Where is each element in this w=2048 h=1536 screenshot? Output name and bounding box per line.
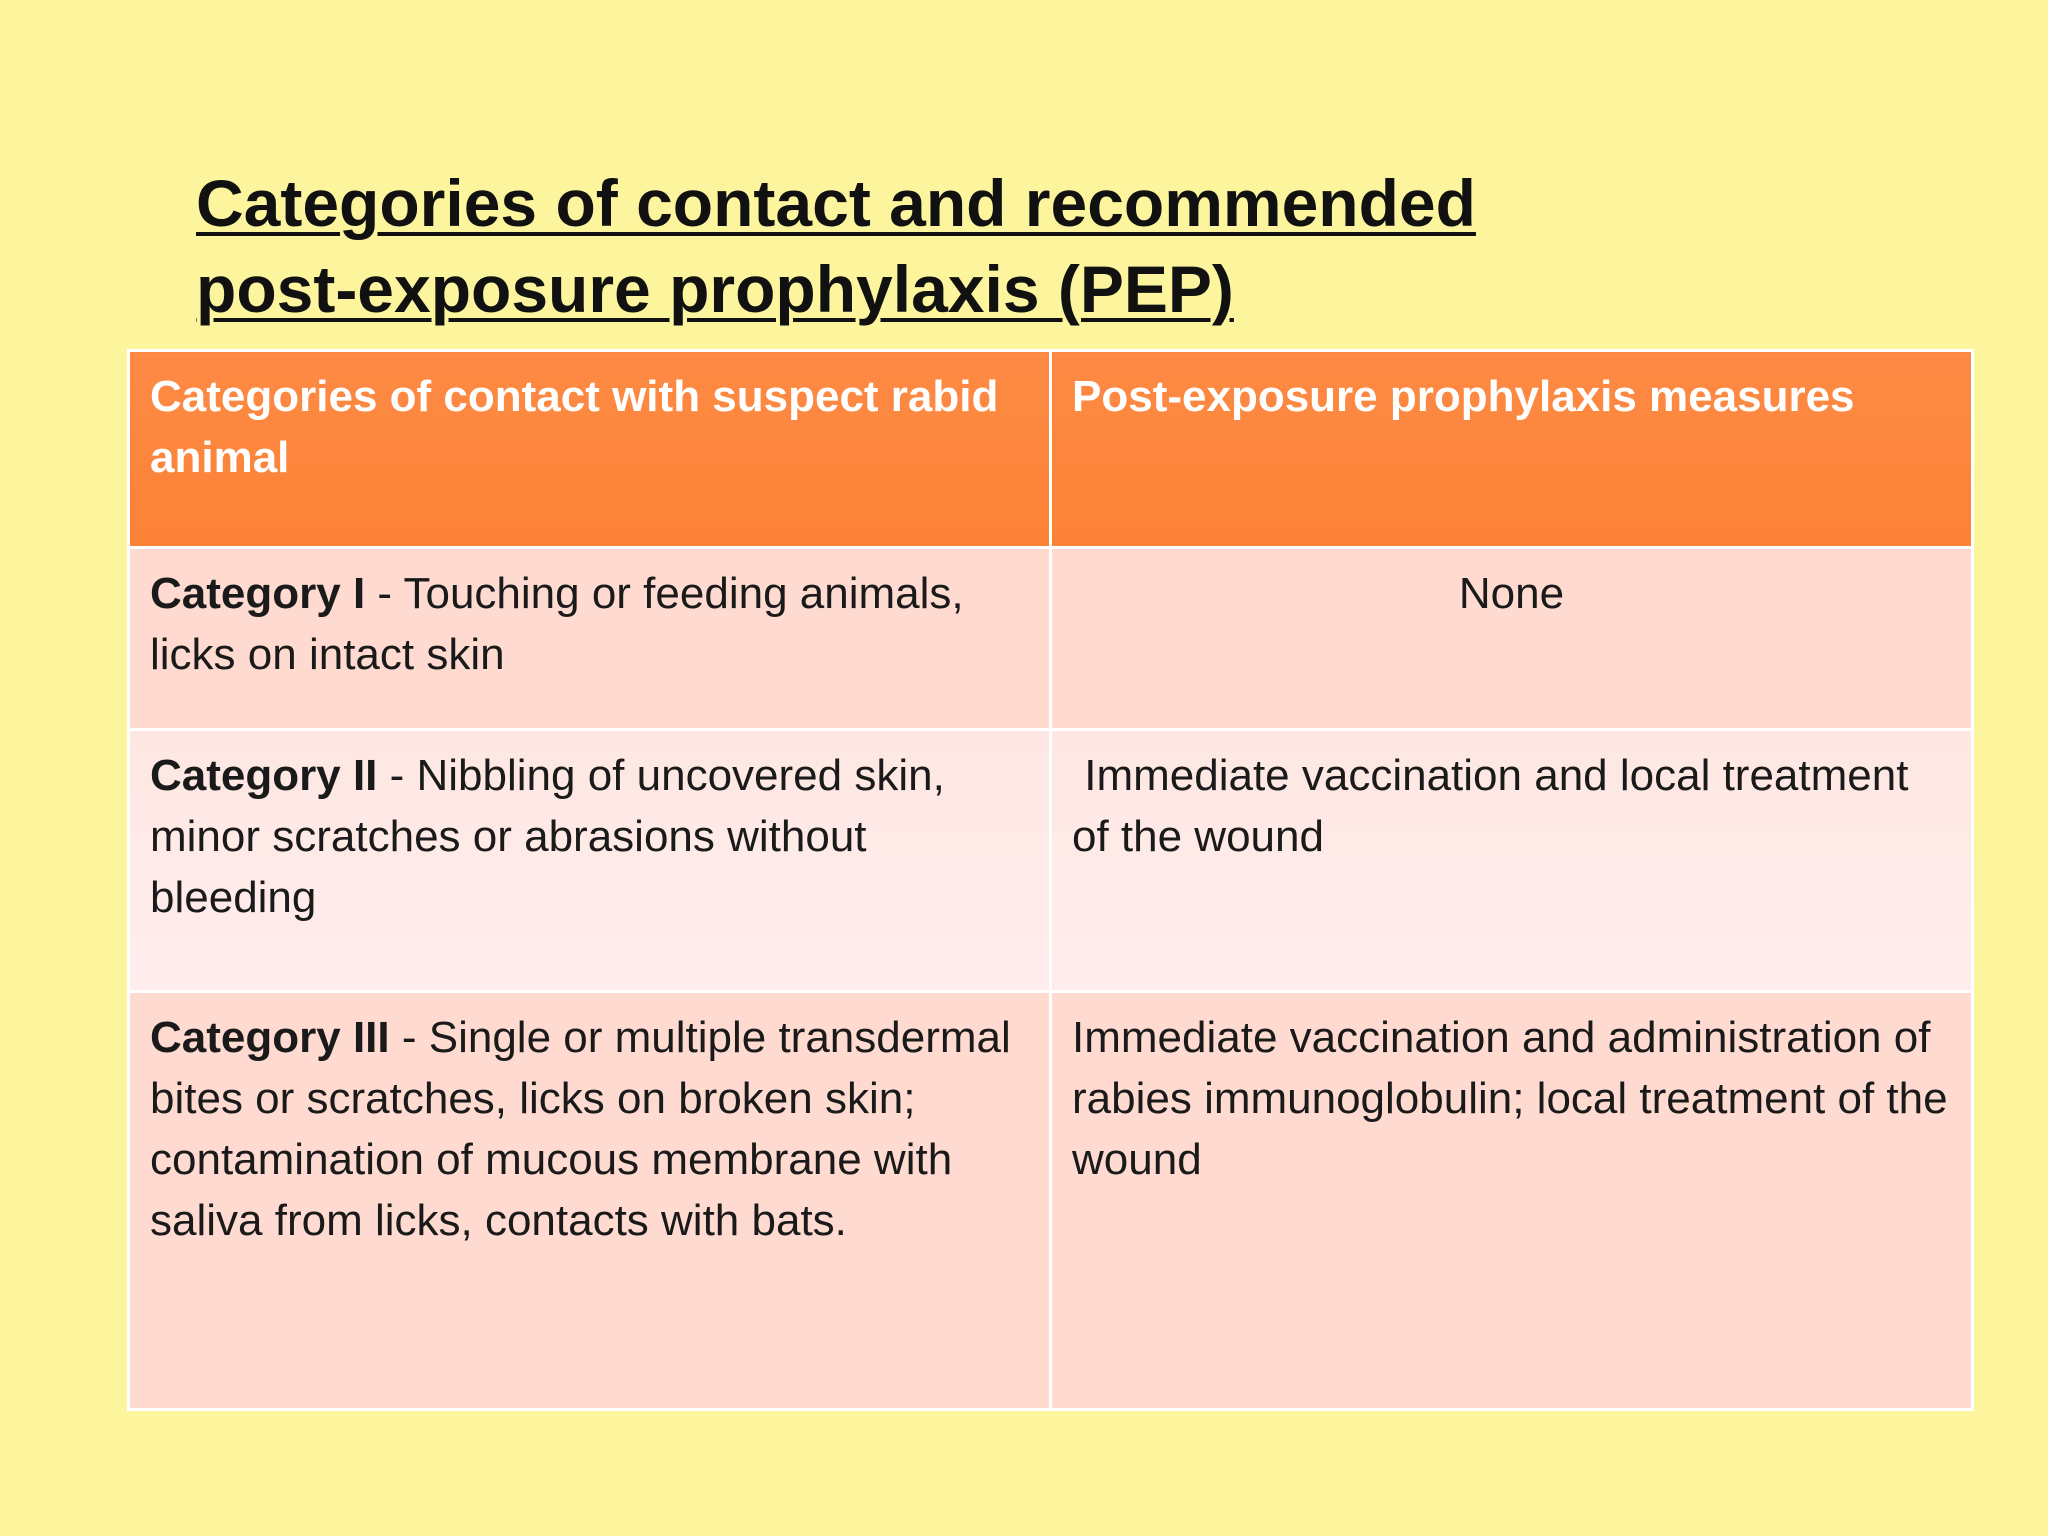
- table-row: [129, 730, 1973, 992]
- category-label: Category I: [150, 569, 366, 618]
- measure-cell: Immediate vaccination and local treatment of the wound: [1051, 730, 1973, 992]
- category-label: Category III: [150, 1013, 390, 1062]
- title-line-2: post-exposure prophylaxis (PEP): [196, 252, 1234, 326]
- title-line-1: Categories of contact and recommended: [196, 166, 1476, 240]
- measure-cell: Immediate vaccination and administration of rabies immunoglobulin; local treatment of the wound: [1051, 992, 1973, 1410]
- category-description: - Touching or feeding animals, licks on intact skin: [150, 569, 964, 679]
- table-row: [129, 548, 1973, 730]
- category-cell: [129, 548, 1051, 730]
- header-contact-category: Categories of contact with suspect rabid animal: [129, 351, 1051, 548]
- pep-table: [127, 349, 1974, 1411]
- category-cell: [129, 730, 1051, 992]
- category-cell: [129, 992, 1051, 1410]
- category-description: - Single or multiple transdermal bites or scratches, licks on broken skin; contamination of mucous membrane with saliva from licks, contacts with bats.: [150, 1013, 1011, 1245]
- slide-title: [196, 160, 1696, 332]
- category-description: - Nibbling of uncovered skin, minor scratches or abrasions without bleeding: [150, 751, 945, 922]
- measure-cell: None: [1051, 548, 1973, 730]
- table-row: [129, 992, 1973, 1410]
- header-pep-measures: Post-exposure prophylaxis measures: [1051, 351, 1973, 548]
- category-label: Category II: [150, 751, 378, 800]
- table-header-row: [129, 351, 1973, 548]
